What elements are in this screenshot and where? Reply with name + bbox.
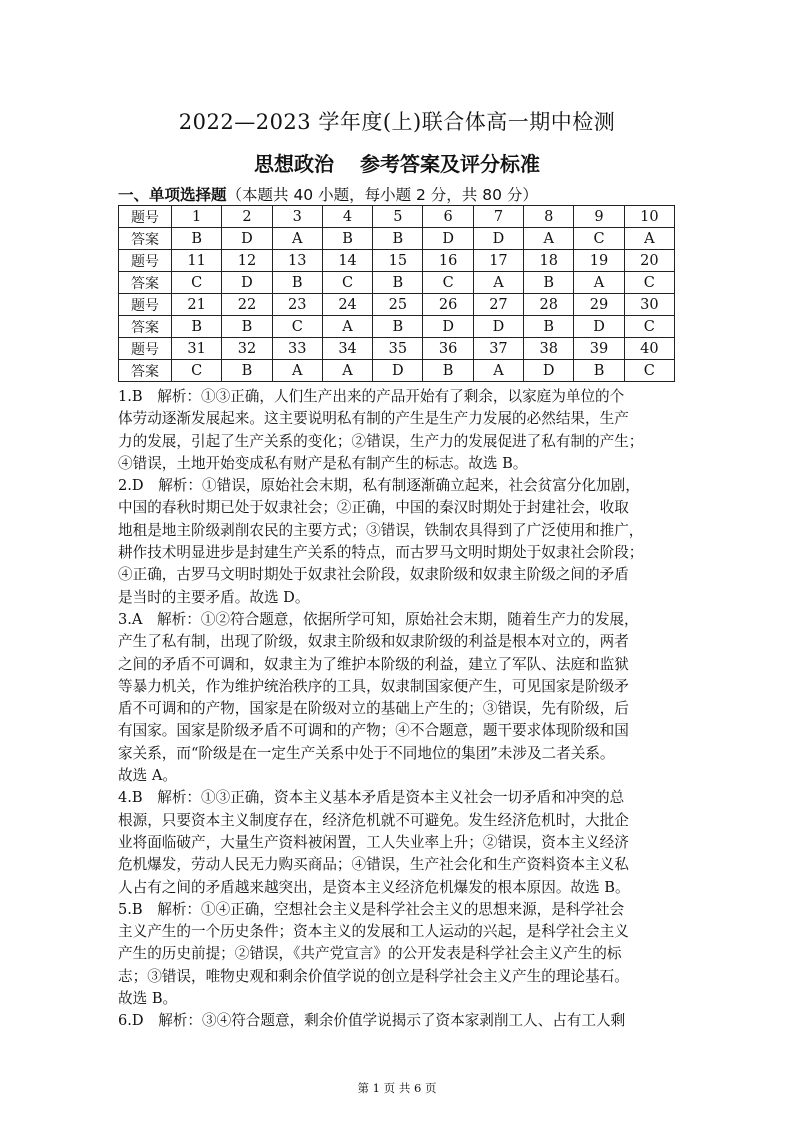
explanation-item [118, 899, 678, 1010]
answer-label-cell: 答案 [119, 272, 172, 294]
answer-cell: D [373, 360, 423, 382]
question-number-cell: 27 [473, 294, 523, 316]
question-number-cell: 34 [322, 338, 372, 360]
explanation-line: 家关系，而“阶级是在一定生产关系中处于不同地位的集团”未涉及二者关系。 [118, 744, 615, 762]
explanation-line: 是当时的主要矛盾。故选 D。 [118, 588, 310, 606]
answer-cell: A [524, 228, 574, 250]
answer-cell: B [172, 316, 222, 338]
explanation-line: 4.B 解析：①③正确，资本主义基本矛盾是资本主义社会一切矛盾和冲突的总 [118, 789, 625, 807]
answer-cell: D [524, 360, 574, 382]
question-number-cell: 1 [172, 206, 222, 228]
question-number-row [119, 250, 675, 272]
answer-cell: C [574, 228, 624, 250]
explanation-line: 6.D 解析：③④符合题意，剩余价值学说揭示了资本家剥削工人、占有工人剩 [118, 1012, 626, 1030]
explanation-line: 5.B 解析：①④正确，空想社会主义是科学社会主义的思想来源，是科学社会 [118, 900, 625, 918]
answer-cell: C [172, 360, 222, 382]
answer-key-label: 参考答案及评分标准 [360, 152, 540, 176]
answer-cell: C [624, 272, 674, 294]
answer-cell: C [322, 272, 372, 294]
question-number-cell: 31 [172, 338, 222, 360]
answer-cell: D [574, 316, 624, 338]
question-number-cell: 40 [624, 338, 674, 360]
answer-cell: B [574, 360, 624, 382]
document-subtitle [0, 148, 794, 177]
question-number-cell: 13 [272, 250, 322, 272]
explanation-item [118, 386, 678, 475]
explanation-item [118, 475, 678, 609]
explanation-line: 盾不可调和的产物，国家是在阶级对立的基础上产生的；③错误，先有阶级，后 [118, 700, 629, 718]
explanation-line: 人占有之间的矛盾越来越突出，是资本主义经济危机爆发的根本原因。故选 B。 [118, 878, 630, 896]
question-label-cell: 题号 [119, 250, 172, 272]
explanation-line: 之间的矛盾不可调和，奴隶主为了维护本阶级的利益，建立了军队、法庭和监狱 [118, 655, 629, 673]
explanation-line: 3.A 解析：①②符合题意，依据所学可知，原始社会末期，随着生产力的发展， [118, 610, 639, 628]
question-number-row [119, 338, 675, 360]
question-number-cell: 30 [624, 294, 674, 316]
explanation-line: 故选 A。 [118, 767, 177, 785]
answer-row [119, 360, 675, 382]
answer-cell: B [222, 360, 272, 382]
explanation-line: 耕作技术明显进步是封建生产关系的特点，而古罗马文明时期处于奴隶社会阶段； [118, 544, 644, 562]
question-number-cell: 9 [574, 206, 624, 228]
question-number-cell: 33 [272, 338, 322, 360]
explanation-line: ④正确，古罗马文明时期处于奴隶社会阶段，奴隶阶级和奴隶主阶级之间的矛盾 [118, 566, 629, 584]
explanation-item [118, 787, 678, 898]
question-number-cell: 21 [172, 294, 222, 316]
answer-cell: D [473, 316, 523, 338]
answer-cell: C [423, 272, 473, 294]
section-detail: （本题共 40 小题，每小题 2 分，共 80 分） [226, 186, 538, 204]
question-number-cell: 39 [574, 338, 624, 360]
answer-label-cell: 答案 [119, 228, 172, 250]
explanation-line: 业将面临破产，大量生产资料被闲置，工人失业率上升；②错误，资本主义经济 [118, 833, 629, 851]
explanation-line: 危机爆发，劳动人民无力购买商品；④错误，生产社会化和生产资料资本主义私 [118, 856, 629, 874]
explanation-line: 力的发展，引起了生产关系的变化；②错误，生产力的发展促进了私有制的产生； [118, 432, 644, 450]
answer-cell: B [373, 316, 423, 338]
answer-cell: A [624, 228, 674, 250]
answer-cell: D [473, 228, 523, 250]
answer-cell: B [423, 360, 473, 382]
answer-cell: B [524, 316, 574, 338]
explanation-line: 产生的历史前提；②错误，《共产党宣言》的公开发表是科学社会主义产生的标 [118, 945, 622, 963]
question-number-cell: 38 [524, 338, 574, 360]
question-number-cell: 8 [524, 206, 574, 228]
question-label-cell: 题号 [119, 206, 172, 228]
answer-cell: B [322, 228, 372, 250]
subject-name: 思想政治 [254, 152, 334, 176]
question-number-cell: 37 [473, 338, 523, 360]
explanation-line: 等暴力机关，作为维护统治秩序的工具，奴隶制国家便产生，可见国家是阶级矛 [118, 677, 629, 695]
answer-cell: C [272, 316, 322, 338]
answer-cell: A [322, 360, 372, 382]
question-label-cell: 题号 [119, 338, 172, 360]
question-number-cell: 3 [272, 206, 322, 228]
question-number-cell: 32 [222, 338, 272, 360]
question-number-cell: 15 [373, 250, 423, 272]
question-number-row [119, 294, 675, 316]
question-number-cell: 29 [574, 294, 624, 316]
answer-cell: C [624, 316, 674, 338]
answer-row [119, 316, 675, 338]
answer-cell: B [222, 316, 272, 338]
question-label-cell: 题号 [119, 294, 172, 316]
answer-cell: A [473, 360, 523, 382]
question-number-cell: 7 [473, 206, 523, 228]
question-number-cell: 22 [222, 294, 272, 316]
question-number-cell: 12 [222, 250, 272, 272]
explanation-line: 地租是地主阶级剥削农民的主要方式；③错误，铁制农具得到了广泛使用和推广， [118, 521, 644, 539]
explanation-line: 根源，只要资本主义制度存在，经济危机就不可避免。发生经济危机时，大批企 [118, 811, 629, 829]
explanation-line: 1.B 解析：①③正确，人们生产出来的产品开始有了剩余，以家庭为单位的个 [118, 388, 625, 405]
question-number-cell: 24 [322, 294, 372, 316]
explanation-line: 主义产生的一个历史条件；资本主义的发展和工人运动的兴起，是科学社会主义 [118, 923, 629, 941]
question-number-cell: 14 [322, 250, 372, 272]
question-number-cell: 5 [373, 206, 423, 228]
explanation-line: 中国的春秋时期已处于奴隶社会；②正确，中国的秦汉时期处于封建社会，收取 [118, 499, 629, 517]
answer-cell: A [272, 228, 322, 250]
document-title: 2022—2023 学年度(上)联合体高一期中检测 [178, 110, 616, 134]
question-number-cell: 23 [272, 294, 322, 316]
question-number-cell: 4 [322, 206, 372, 228]
answer-row [119, 272, 675, 294]
question-number-cell: 17 [473, 250, 523, 272]
answer-cell: D [423, 316, 473, 338]
explanation-line: ④错误，土地开始变成私有财产是私有制产生的标志。故选 B。 [118, 454, 528, 472]
question-number-cell: 11 [172, 250, 222, 272]
question-number-cell: 16 [423, 250, 473, 272]
explanation-line: 2.D 解析：①错误，原始社会末期，私有制逐渐确立起来，社会贫富分化加剧， [118, 477, 640, 495]
answer-cell: B [373, 272, 423, 294]
answer-label-cell: 答案 [119, 316, 172, 338]
explanation-line: 有国家。国家是阶级矛盾不可调和的产物；④不合题意，题干要求体现阶级和国 [118, 722, 629, 740]
answer-cell: B [272, 272, 322, 294]
explanation-line: 体劳动逐渐发展起来。这主要说明私有制的产生是生产力发展的必然结果，生产 [118, 410, 629, 428]
question-number-cell: 10 [624, 206, 674, 228]
page-footer: 第 1 页 共 6 页 [357, 1081, 437, 1095]
answer-cell: A [272, 360, 322, 382]
question-number-cell: 35 [373, 338, 423, 360]
explanation-line: 产生了私有制，出现了阶级，奴隶主阶级和奴隶阶级的利益是根本对立的，两者 [118, 633, 629, 651]
question-number-cell: 19 [574, 250, 624, 272]
answer-cell: D [423, 228, 473, 250]
answer-cell: B [172, 228, 222, 250]
question-number-cell: 36 [423, 338, 473, 360]
question-number-cell: 25 [373, 294, 423, 316]
explanation-item [118, 1010, 678, 1032]
answer-label-cell: 答案 [119, 360, 172, 382]
answer-cell: A [574, 272, 624, 294]
answer-cell: C [624, 360, 674, 382]
explanations [118, 386, 678, 1033]
section-heading [118, 183, 538, 205]
explanation-item [118, 609, 678, 787]
question-number-cell: 20 [624, 250, 674, 272]
answer-cell: B [524, 272, 574, 294]
section-label: 一、单项选择题 [118, 186, 227, 204]
question-number-cell: 6 [423, 206, 473, 228]
answer-cell: B [373, 228, 423, 250]
answer-cell: A [322, 316, 372, 338]
question-number-row [119, 206, 675, 228]
question-number-cell: 18 [524, 250, 574, 272]
question-number-cell: 26 [423, 294, 473, 316]
answer-cell: C [172, 272, 222, 294]
question-number-cell: 28 [524, 294, 574, 316]
explanation-line: 故选 B。 [118, 990, 178, 1008]
answer-table [118, 205, 675, 382]
question-number-cell: 2 [222, 206, 272, 228]
explanation-line: 志；③错误，唯物史观和剩余价值学说的创立是科学社会主义产生的理论基石。 [118, 967, 629, 985]
answer-cell: D [222, 228, 272, 250]
answer-cell: A [473, 272, 523, 294]
answer-row [119, 228, 675, 250]
answer-cell: D [222, 272, 272, 294]
